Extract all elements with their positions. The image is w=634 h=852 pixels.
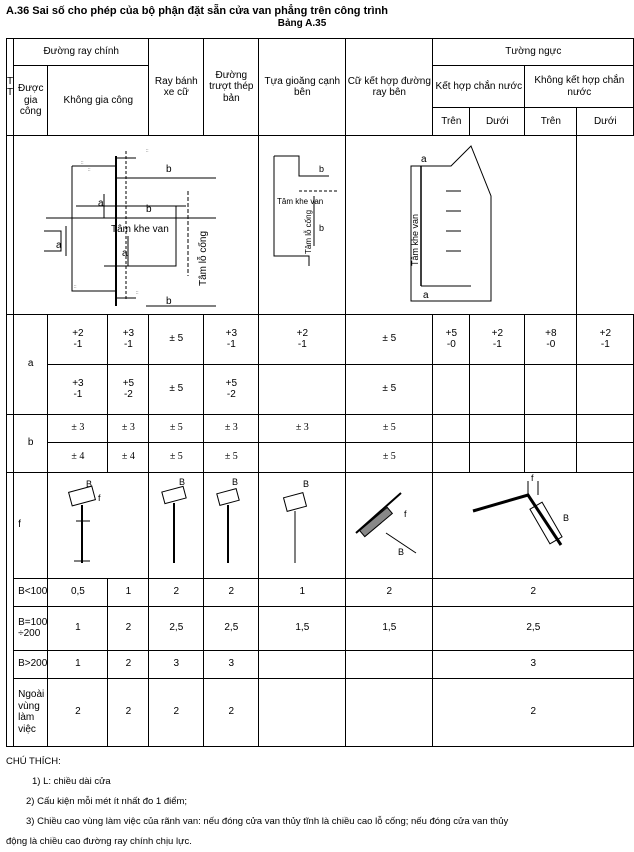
header-duong-truot: Đường trượt thép bản [204, 39, 259, 136]
svg-text:B: B [303, 479, 310, 490]
header-duoi-2: Dưới [577, 108, 634, 136]
diagram-rail-cell [14, 136, 259, 315]
f-row-4: Ngoài vùng làm việc 2 2 2 2 2 [7, 678, 634, 746]
svg-text:B: B [86, 479, 93, 490]
label-b-bottom: b [166, 296, 172, 307]
svg-text:⁚⁚: ⁚⁚ [88, 167, 91, 172]
diagram-combined-cell [259, 136, 346, 315]
f-diagram-6 [433, 472, 634, 578]
svg-text:B: B [563, 513, 570, 524]
header-tt: T T [7, 39, 14, 136]
header-duoc-gia-cong: Được gia công [14, 66, 48, 136]
label-tam-khe-van: Tâm khe van [111, 224, 170, 235]
tolerance-table: T T Đường ray chính Ray bánh xe cữ Đường trượt thép bản Tựa gioăng cạnh bên Cữ kết hợp đường ray bên Tường ngực Được gia công Không gia công Kết hợp chắn nước Không kết hợp chắn nước Trên Dưới Trên Dưới ⁚⁚ ⁚⁚ ⁚⁚ ⁚⁚ ⁚⁚ b b b a a a Tâm khe van Tâm lỗ cống b b Tâm khe van Tâm lỗ cống a a Tâm khe van a +2 -1 +3 -1 ± 5 +3 -1 +2 -1 ± 5 +5 -0 +2 -1 +8 -0 +2 -1 +3 -1 +5 -2 ± 5 +5 -2 ± 5 b ± 3 ± 3 ± 5 ± 3 ± 3 ± 5 ± 4 ± 4 ± 5 ± 5 ± 5 f B f B B B f B f B B<100 0,5 1 2 2 1 2 2 B=100 ÷200 1 2 2,5 2,5 1,5 1,5 2,5 B>200 1 2 3 3 3 Ngoài vùng làm việc 2 2 2 2 2 [6, 38, 634, 747]
table-caption: Bảng A.35 [277, 18, 327, 29]
svg-text:B: B [179, 477, 186, 488]
header-tuong-nguc: Tường ngực [433, 39, 634, 66]
svg-text:⁚⁚: ⁚⁚ [146, 148, 149, 153]
label-b-c2: b [319, 223, 325, 233]
svg-text:⁚⁚: ⁚⁚ [136, 290, 139, 295]
header-tua-gioang: Tựa gioăng cạnh bên [259, 39, 346, 136]
svg-text:B: B [232, 477, 239, 488]
svg-text:⁚⁚: ⁚⁚ [81, 160, 84, 165]
notes-heading: CHÚ THÍCH: [6, 756, 61, 767]
note-3: 3) Chiều cao vùng làm việc của rãnh van: nếu đóng cửa van thủy tĩnh là chiều cao lỗ cống; nếu đóng cửa van thủy [26, 816, 509, 827]
combined-rail-diagram [259, 136, 345, 310]
svg-text:f: f [404, 509, 407, 520]
rail-section-diagram [16, 136, 256, 310]
svg-text:B: B [398, 547, 405, 558]
label-b-top: b [166, 164, 172, 175]
f-row-3: B>200 1 2 3 3 3 [7, 650, 634, 678]
breast-wall-diagram [361, 136, 561, 310]
header-ray-banh-xe-cu: Ray bánh xe cữ [149, 39, 204, 136]
header-duoi-1: Dưới [470, 108, 525, 136]
row-label-a: a [14, 314, 48, 414]
header-tren-2: Trên [525, 108, 577, 136]
label-b-mid: b [146, 204, 152, 215]
label-a-2: a [56, 240, 62, 251]
row-label-f: f [14, 472, 48, 578]
svg-text:f: f [531, 473, 534, 484]
header-ket-hop-chan-nuoc: Kết hợp chắn nước [433, 66, 525, 108]
f-diagram-2 [149, 472, 204, 578]
f-row-2: B=100 ÷200 1 2 2,5 2,5 1,5 1,5 2,5 [7, 606, 634, 650]
header-khong-gia-cong: Không gia công [48, 66, 149, 136]
f-diagram-4 [259, 472, 346, 578]
f-diagram-beam-1 [48, 473, 148, 573]
f-diagram-5 [346, 472, 433, 578]
label-tam-lo-cong-2: Tâm lỗ cống [304, 209, 314, 254]
label-a-w2: a [423, 290, 429, 301]
label-a-w1: a [421, 154, 427, 165]
header-duong-ray-chinh: Đường ray chính [14, 39, 149, 66]
header-cu-ket-hop: Cữ kết hợp đường ray bên [346, 39, 433, 136]
label-a-3: a [122, 248, 128, 259]
header-khong-ket-hop: Không kết hợp chắn nước [525, 66, 634, 108]
f-row-1: B<100 0,5 1 2 2 1 2 2 [7, 578, 634, 606]
svg-text:⁚⁚: ⁚⁚ [74, 284, 77, 289]
label-tam-lo-cong: Tâm lỗ cống [198, 230, 210, 286]
f-diagram-3 [204, 472, 259, 578]
label-tam-khe-van-3: Tâm khe van [410, 213, 421, 266]
f-diagram-1 [48, 472, 149, 578]
label-b-c1: b [319, 164, 325, 174]
label-tam-khe-van-2: Tâm khe van [277, 197, 324, 206]
note-1: 1) L: chiều dài cửa [32, 776, 111, 787]
section-title: A.36 Sai số cho phép của bộ phận đặt sẵn cửa van phẳng trên công trình [6, 5, 389, 17]
header-tren-1: Trên [433, 108, 470, 136]
diagram-breast-wall-cell [346, 136, 577, 315]
notes [6, 752, 508, 852]
label-a-1: a [98, 198, 104, 209]
note-3-cont: động là chiều cao đường ray chính chịu lực. [6, 836, 192, 847]
note-2: 2) Cấu kiện mỗi mét ít nhất đo 1 điểm; [26, 796, 188, 807]
svg-text:f: f [98, 493, 101, 504]
row-label-b: b [14, 414, 48, 472]
